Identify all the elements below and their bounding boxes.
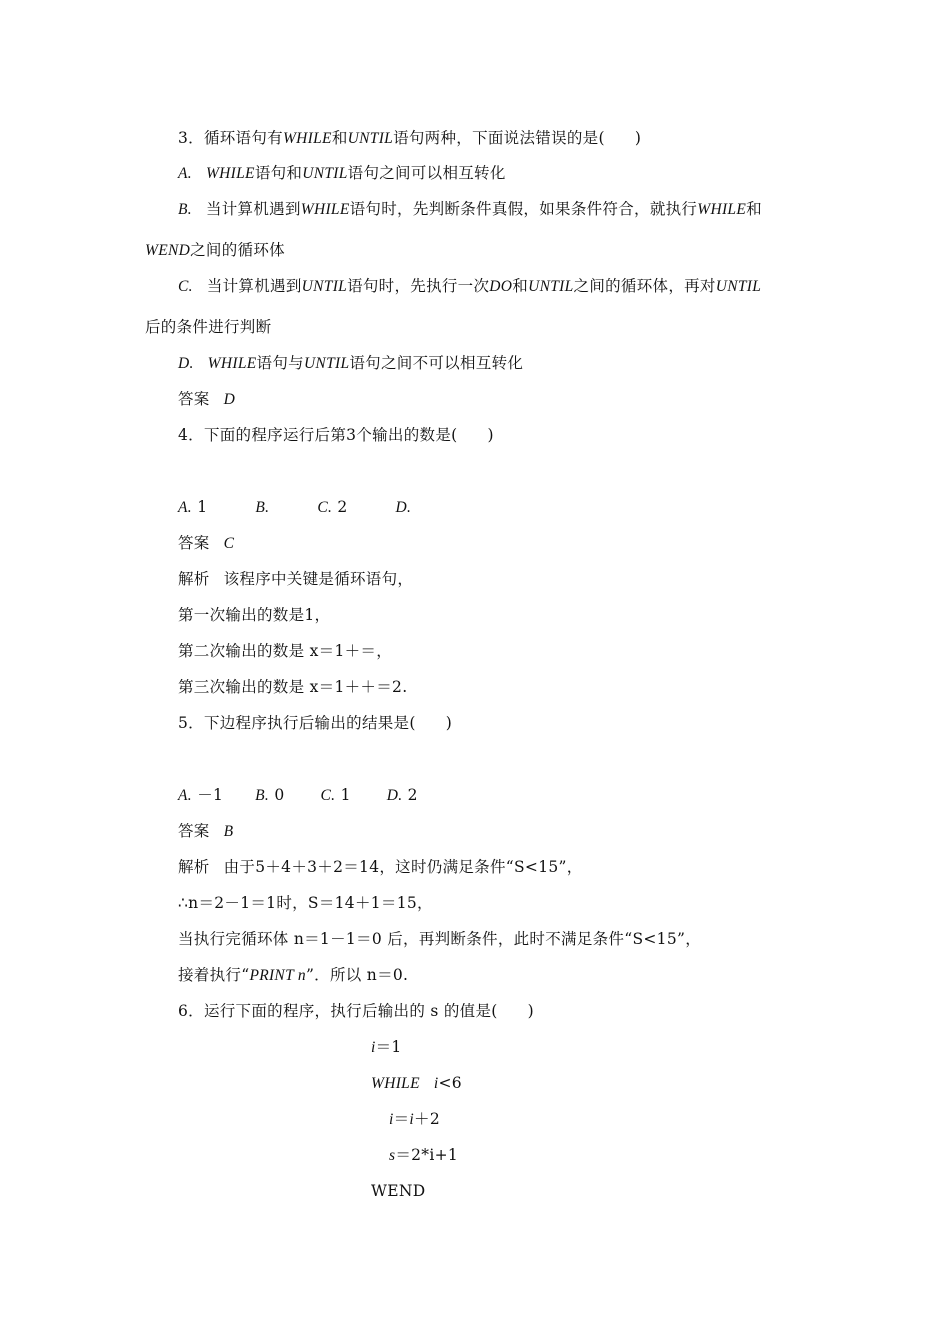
- q5-analysis-text-4a: 接着执行“: [178, 966, 250, 984]
- q5-answer-value: B: [223, 823, 234, 840]
- q5-option-c-value: 1: [340, 786, 351, 804]
- q3-option-d-keyword-2: UNTIL: [303, 355, 350, 372]
- q6-code-keyword: WHILE: [371, 1075, 420, 1092]
- q3-option-c-label: C.: [178, 278, 193, 295]
- q5-option-d-value: 2: [407, 786, 418, 804]
- q6-stem-paren: ): [527, 1002, 534, 1020]
- q4-analysis-1: [178, 569, 413, 589]
- q5-stem: [178, 713, 452, 733]
- q3-while-keyword: WHILE: [282, 130, 332, 147]
- q3-option-a-keyword-2: UNTIL: [302, 165, 348, 182]
- q5-stem-paren: ): [445, 714, 453, 732]
- q6-code-line-1: [371, 1037, 402, 1058]
- q3-answer: [178, 389, 235, 410]
- q6-code-line-3: [389, 1109, 440, 1130]
- q6-code-text: ＝: [393, 1110, 410, 1128]
- q3-option-b-keyword-3: WEND: [145, 242, 191, 259]
- q3-option-c: [178, 276, 761, 297]
- q4-option-a-value: 1: [197, 498, 208, 516]
- q6-code-text: <6: [438, 1074, 462, 1092]
- q3-option-d-keyword: WHILE: [207, 355, 257, 372]
- q5-analysis-text-4b: ”．所以 n＝0.: [305, 966, 409, 984]
- q5-option-b-value: 0: [274, 786, 285, 804]
- q3-option-c-text-2: 语句时，先执行一次: [347, 277, 490, 295]
- q3-option-c-text-3: 和: [512, 277, 529, 295]
- q4-analysis-2: 第一次输出的数是1，: [178, 606, 331, 624]
- q6-code-var-2: i: [409, 1111, 415, 1128]
- q3-option-b-text: 当计算机遇到: [205, 200, 301, 218]
- q5-answer-label: 答案: [178, 822, 210, 840]
- q3-answer-value: D: [223, 391, 236, 408]
- q4-stem: [178, 425, 494, 445]
- q5-analysis-3: 当执行完循环体 n＝1－1＝0 后，再判断条件，此时不满足条件“S<15”，: [178, 930, 701, 948]
- q3-option-c-continued: [145, 317, 271, 337]
- q3-stem-text: 3．循环语句有: [178, 129, 283, 147]
- q6-code-line-4: [389, 1145, 458, 1166]
- q5-analysis-text-1: 由于5＋4＋3＋2＝14，这时仍满足条件“S<15”，: [223, 858, 583, 876]
- q6-stem-text: 6．运行下面的程序，执行后输出的 s 的值是(: [178, 1002, 498, 1020]
- q3-until-keyword: UNTIL: [347, 130, 394, 147]
- q3-option-d-text-2: 语句之间不可以相互转化: [349, 354, 524, 372]
- q5-option-a-value: －1: [197, 786, 224, 804]
- q6-code-var: s: [389, 1147, 396, 1164]
- q3-option-a: [178, 163, 506, 184]
- q3-option-b-text-3: 和: [746, 200, 762, 218]
- q3-option-c-keyword: UNTIL: [301, 278, 348, 295]
- q4-answer-label: 答案: [178, 534, 210, 552]
- q6-code-var: i: [371, 1039, 376, 1056]
- q5-analysis-4: [178, 965, 408, 986]
- q3-stem-paren: ): [634, 129, 642, 147]
- q3-option-c-keyword-4: UNTIL: [715, 278, 762, 295]
- q4-analysis-3: 第二次输出的数是 x＝1＋＝，: [178, 642, 393, 660]
- q6-code-var: i: [433, 1075, 439, 1092]
- q5-options: [178, 785, 418, 806]
- q4-answer: [178, 533, 234, 554]
- q4-stem-text: 4．下面的程序运行后第3个输出的数是(: [178, 426, 458, 444]
- q6-stem: [178, 1001, 534, 1021]
- q6-code-text-2: ＋2: [414, 1110, 440, 1128]
- q3-option-c-keyword-2: DO: [489, 278, 513, 295]
- q4-option-a-label: A.: [178, 499, 192, 516]
- q5-answer: [178, 821, 233, 842]
- q5-stem-text: 5．下边程序执行后输出的结果是(: [178, 714, 416, 732]
- q4-answer-value: C: [223, 535, 235, 552]
- q3-stem: [178, 128, 641, 149]
- q6-code-var: i: [389, 1111, 394, 1128]
- q3-option-a-text-2: 语句之间可以相互转化: [347, 164, 506, 182]
- q4-option-b-label: B.: [255, 499, 270, 516]
- q3-stem-text-2: 和: [331, 129, 348, 147]
- q6-code-line-2: [371, 1073, 462, 1094]
- q3-option-c-text-4: 之间的循环体，再对: [573, 277, 716, 295]
- q3-option-a-label: A.: [178, 165, 192, 182]
- q4-option-c-value: 2: [337, 498, 348, 516]
- q5-analysis-1: [178, 857, 583, 877]
- q3-stem-text-3: 语句两种，下面说法错误的是(: [393, 129, 605, 147]
- q4-stem-paren: ): [487, 426, 494, 444]
- q3-option-b-keyword: WHILE: [300, 201, 350, 218]
- q4-option-c-label: C.: [317, 499, 333, 516]
- q4-analysis-label: 解析: [178, 570, 210, 588]
- q3-option-b-keyword-2: WHILE: [697, 201, 747, 218]
- q3-option-b-text-4: 之间的循环体: [190, 241, 285, 259]
- q3-option-b-text-2: 语句时，先判断条件真假，如果条件符合，就执行: [349, 200, 698, 218]
- q3-option-c-keyword-3: UNTIL: [528, 278, 574, 295]
- q3-option-d-label: D.: [178, 355, 194, 372]
- q3-option-a-keyword: WHILE: [205, 165, 255, 182]
- q3-answer-label: 答案: [178, 390, 210, 408]
- q3-option-c-text: 当计算机遇到: [206, 277, 302, 295]
- q5-analysis-keyword: PRINT n: [249, 967, 306, 984]
- q3-option-c-text-5: 后的条件进行判断: [145, 318, 272, 336]
- q5-analysis-label: 解析: [178, 858, 210, 876]
- q3-option-a-text: 语句和: [254, 164, 303, 182]
- q4-analysis-text-1: 该程序中关键是循环语句，: [223, 570, 414, 588]
- q5-option-d-label: D.: [386, 787, 403, 804]
- q4-analysis-4: 第三次输出的数是 x＝1＋＋＝2.: [178, 678, 408, 696]
- q5-option-c-label: C.: [320, 787, 336, 804]
- q6-code-line-5: WEND: [371, 1182, 426, 1200]
- q4-option-d-label: D.: [395, 499, 412, 516]
- q3-option-b-continued: [145, 240, 285, 261]
- q5-option-a-label: A.: [178, 787, 192, 804]
- q3-option-b-label: B.: [178, 201, 192, 218]
- q6-code-text: ＝2*i+1: [395, 1146, 459, 1164]
- q4-options: [178, 497, 411, 518]
- q3-option-d-text: 语句与: [256, 354, 304, 372]
- q5-analysis-2: ∴n＝2－1＝1时，S＝14＋1＝15，: [178, 894, 433, 912]
- q5-option-b-label: B.: [255, 787, 270, 804]
- q3-option-d: [178, 353, 523, 374]
- q6-code-text: ＝1: [375, 1038, 402, 1056]
- q3-option-b: [178, 199, 762, 220]
